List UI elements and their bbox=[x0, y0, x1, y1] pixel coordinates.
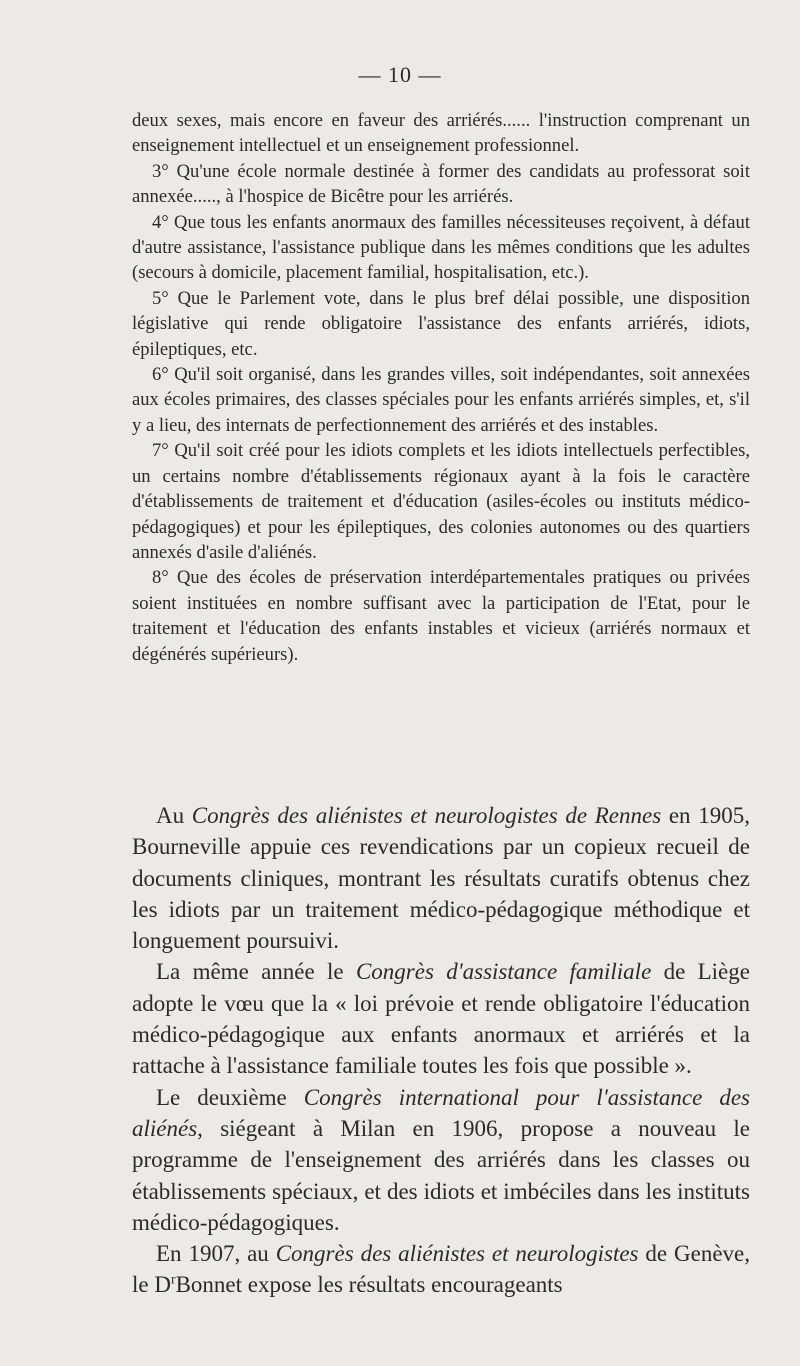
text-run: En 1907, au bbox=[156, 1241, 276, 1267]
congress-title: Congrès international pour l'assistance des aliénés bbox=[132, 1084, 750, 1141]
text-run: Au bbox=[156, 803, 192, 828]
page-number: — 10 — bbox=[358, 62, 442, 87]
text-run: de Genève, le D bbox=[132, 1241, 750, 1298]
superscript: r bbox=[170, 1271, 176, 1287]
congress-title: Congrès des aliénistes et neurologistes de Rennes bbox=[191, 803, 662, 828]
resolution-3: 3° Qu'une école normale destinée à former des candidats au professorat soit annexée....., à l'hospice de Bicêtre pour les arriérés. bbox=[132, 160, 750, 208]
resolution-5: 5° Que le Parlement vote, dans le plus bref délai possible, une disposition législative qui rende obligatoire l'assistance des enfants arriérés, idiots, épileptiques, etc. bbox=[132, 287, 750, 360]
text-run: Bonnet expose les résultats encourageants bbox=[175, 1272, 563, 1298]
paragraph-geneve bbox=[132, 1238, 750, 1301]
main-text bbox=[132, 800, 750, 1301]
text-run: Le deuxième bbox=[156, 1084, 304, 1110]
congress-title: Congrès des aliénistes et neurologistes bbox=[275, 1241, 639, 1267]
congress-title: Congrès d'assistance familiale bbox=[355, 959, 652, 985]
text-run: , siégeant à Milan en 1906, propose a nouveau le programme de l'enseignement des arriérés dans les classes ou établissements spéciaux, et des idiots et imbéciles dans les instituts médico-pédagogiques. bbox=[132, 1115, 750, 1235]
resolution-4: 4° Que tous les enfants anormaux des familles nécessiteuses reçoivent, à défaut d'autre assistance, l'assistance publique dans les mêmes conditions que les adultes (secours à domicile, placement familial, hospitalisation, etc.). bbox=[132, 211, 750, 284]
paragraph-rennes bbox=[132, 800, 750, 956]
paragraph-milan bbox=[132, 1082, 750, 1238]
resolution-6: 6° Qu'il soit organisé, dans les grandes villes, soit indépendantes, soit annexées aux écoles primaires, des classes spéciales pour les enfants arriérés simples, et, s'il y a lieu, des internats de perfectionnement des arriérés et des instables. bbox=[132, 364, 750, 436]
numbered-resolutions bbox=[132, 108, 750, 667]
text-run: de Liège adopte le vœu que la « loi prévoie et rende obligatoire l'éducation médico-pédagogique aux enfants anormaux et arriérés et la rattache à l'assistance familiale toutes les fois que possible ». bbox=[132, 959, 750, 1079]
paragraph-continuation: deux sexes, mais encore en faveur des arriérés...... l'instruction comprenant un enseignement intellectuel et un enseignement professionnel. bbox=[132, 110, 750, 157]
text-run: La même année le bbox=[156, 959, 356, 985]
resolution-8: 8° Que des écoles de préservation interdépartementales pratiques ou privées soient instituées en nombre suffisant avec la participation de l'Etat, pour le traitement et l'éducation des enfants instables et vicieux (arriérés normaux et dégénérés supérieurs). bbox=[132, 567, 750, 665]
paragraph-liege bbox=[132, 956, 750, 1081]
text-run: en 1905, Bourneville appuie ces revendications par un copieux recueil de documents cliniques, montrant les résultats curatifs obtenus chez les idiots par un traitement médico-pédagogique méthodique et longuement poursuivi. bbox=[132, 803, 750, 954]
resolution-7: 7° Qu'il soit créé pour les idiots complets et les idiots intellectuels perfectibles, un certains nombre d'établissements régionaux ayant à la fois le caractère d'établissements de traitement et d'éducation (asiles-écoles ou instituts médico-pédagogiques) et pour les épileptiques, des colonies autonomes ou des quartiers annexés d'asile d'aliénés. bbox=[132, 440, 750, 563]
